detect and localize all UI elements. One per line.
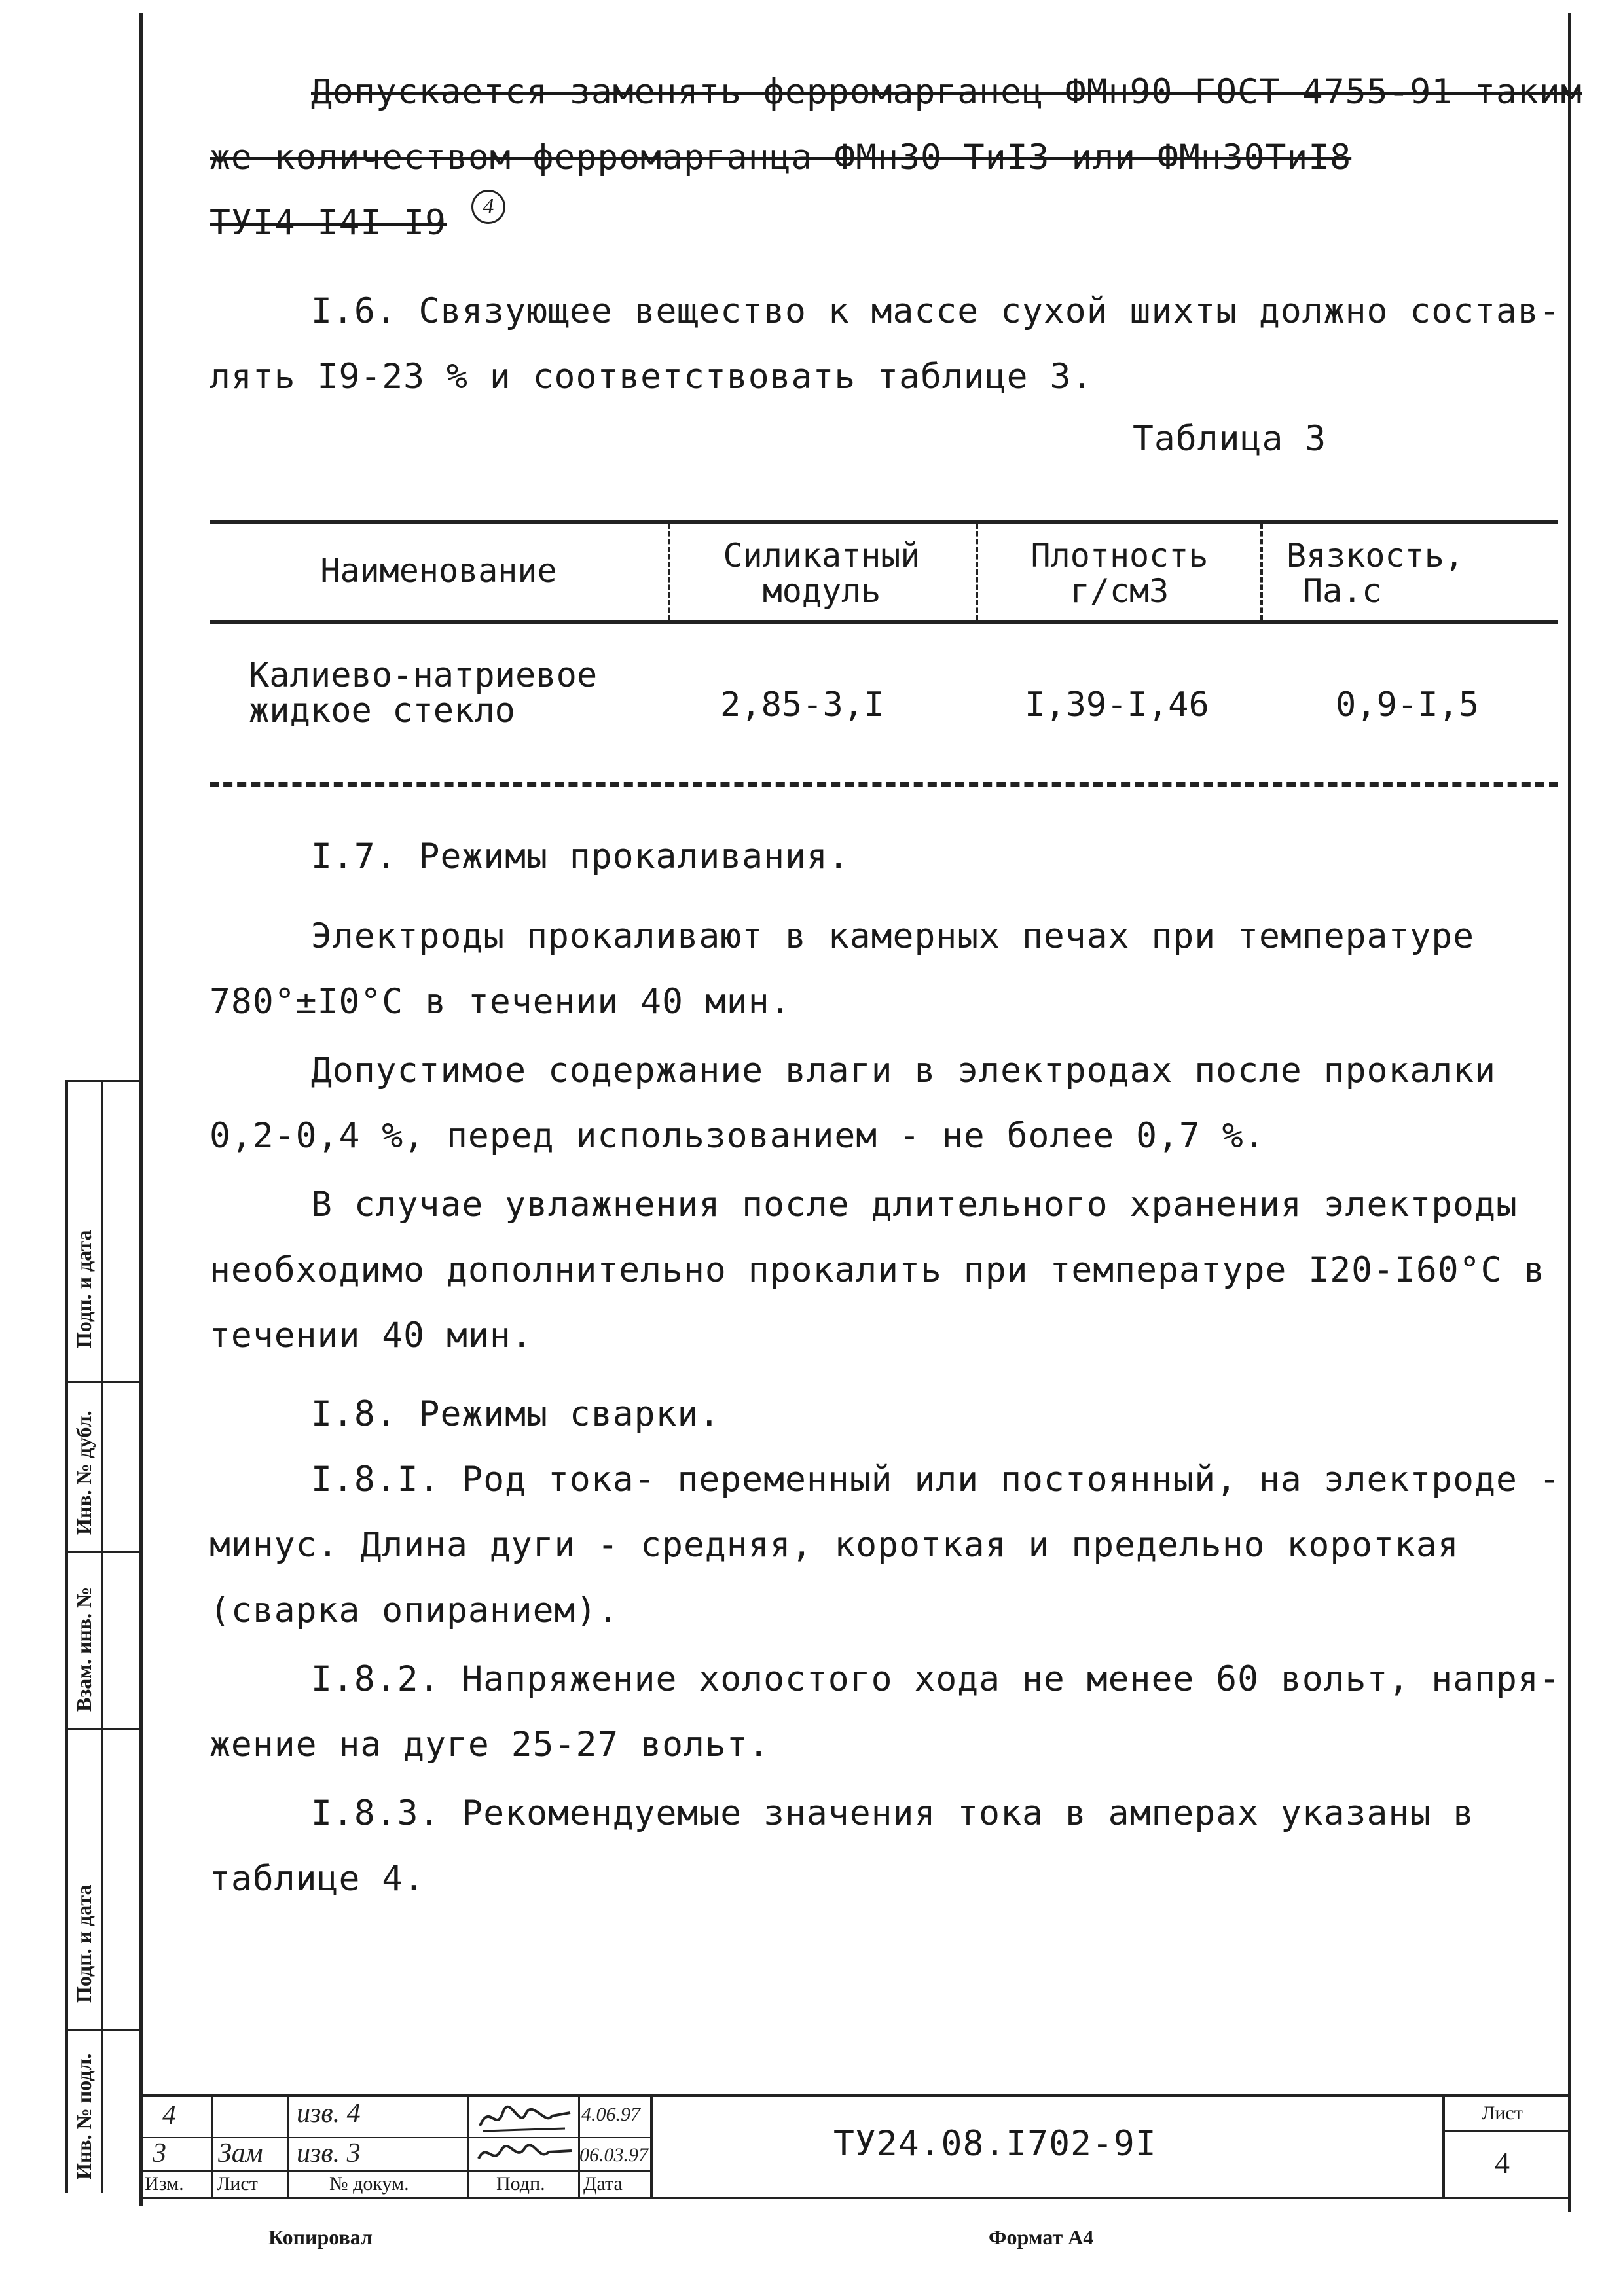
section-1-8-1-line-2: минус. Длина дуги - средняя, короткая и предельно короткая bbox=[210, 1525, 1459, 1565]
rev-row-2-izm: 3 bbox=[153, 2138, 166, 2168]
section-1-8-2-line-2: жение на дуге 25-27 вольт. bbox=[210, 1725, 770, 1765]
right-frame-line bbox=[1568, 13, 1571, 2212]
col-doc-label: № докум. bbox=[329, 2173, 409, 2195]
title-block-col-line bbox=[1442, 2094, 1445, 2199]
revision-mark bbox=[471, 190, 505, 224]
side-label-vzam-inv: Взам. инв. № bbox=[72, 1587, 96, 1712]
section-1-7-p1-line-1: Электроды прокаливают в камерных печах при температуре bbox=[311, 916, 1475, 956]
sheet-box-line bbox=[1442, 2130, 1571, 2132]
revision-mark-number: 4 bbox=[483, 194, 494, 219]
title-block-bottom-line bbox=[139, 2197, 1571, 2199]
document-designation: ТУ24.08.I702-9I bbox=[833, 2124, 1157, 2164]
title-block-col-line bbox=[287, 2094, 289, 2199]
col-izm-label: Изм. bbox=[145, 2173, 184, 2195]
title-block-col-line bbox=[650, 2094, 653, 2199]
table-header-name bbox=[216, 553, 661, 588]
table-3-caption: Таблица 3 bbox=[1133, 419, 1327, 459]
signature-row-2 bbox=[473, 2139, 575, 2168]
section-1-7-p3-line-2: необходимо дополнительно прокалить при температуре I20-I60°С в bbox=[210, 1250, 1546, 1290]
signature-stroke-2 bbox=[479, 2145, 572, 2159]
col-list-label: Лист bbox=[217, 2173, 258, 2195]
title-block-col-line bbox=[211, 2094, 213, 2199]
section-1-6-line-1: I.6. Связующее вещество к массе сухой шихты должно состав- bbox=[311, 291, 1561, 331]
table-top-rule bbox=[210, 520, 1558, 524]
table-col-divider bbox=[976, 524, 978, 620]
sheet-number: 4 bbox=[1495, 2146, 1510, 2179]
left-frame-line bbox=[139, 13, 143, 2206]
title-block bbox=[139, 2094, 1571, 2199]
intro-line-3: ТУI4-I4I-I9 bbox=[210, 203, 447, 243]
section-1-8-1-line-1: I.8.I. Род тока- переменный или постоянный, на электроде - bbox=[311, 1460, 1561, 1499]
table-header-viscosity-line-1: Вязкость, bbox=[1286, 537, 1464, 575]
table-header-name-text: Наименование bbox=[320, 552, 557, 590]
section-1-7-p3-line-3: течении 40 мин. bbox=[210, 1316, 533, 1355]
section-1-8-title: I.8. Режимы сварки. bbox=[311, 1394, 721, 1434]
rev-row-1-izm: 4 bbox=[162, 2100, 176, 2130]
title-block-row-line bbox=[139, 2137, 650, 2138]
signature-stroke-1 bbox=[480, 2107, 570, 2126]
rev-row-2-list: Зам bbox=[218, 2138, 263, 2168]
table-header-modulus-line-2: модуль bbox=[762, 572, 881, 610]
footer-format: Формат А4 bbox=[989, 2225, 1094, 2249]
title-block-col-line bbox=[467, 2094, 469, 2199]
table-header-modulus bbox=[674, 538, 969, 609]
table-header-viscosity bbox=[1267, 538, 1548, 609]
table-bottom-dashed-rule bbox=[210, 782, 1558, 787]
table-header-rule bbox=[210, 620, 1558, 624]
footer-copied: Копировал bbox=[268, 2225, 373, 2249]
intro-line-2: же количеством ферромарганца ФМн30 ТиI3 или ФМн30ТиI8 bbox=[210, 137, 1352, 177]
intro-line-1: Допускается заменять ферромарганец ФМн90 ГОСТ 4755-91 таким bbox=[311, 72, 1582, 112]
signature-row-1 bbox=[473, 2100, 575, 2136]
table-col-divider bbox=[1260, 524, 1263, 620]
section-1-6-line-2: лять I9-23 % и соответствовать таблице 3. bbox=[210, 357, 1093, 397]
table-header-modulus-line-1: Силикатный bbox=[723, 537, 921, 575]
section-1-8-2-line-1: I.8.2. Напряжение холостого хода не менее 60 вольт, напря- bbox=[311, 1659, 1561, 1699]
table-cell-name-line-2: жидкое стекло bbox=[249, 691, 515, 730]
side-column-outer-line bbox=[65, 1080, 68, 2193]
table-header-density bbox=[982, 538, 1257, 609]
table-header-viscosity-line-2: Па.с bbox=[1303, 572, 1382, 610]
table-cell-modulus: 2,85-3,I bbox=[720, 685, 884, 725]
side-label-inv-podl: Инв. № подл. bbox=[72, 2053, 96, 2179]
section-1-7-p2-line-1: Допустимое содержание влаги в электродах после прокалки bbox=[311, 1050, 1496, 1090]
section-1-7-p2-line-2: 0,2-0,4 %, перед использованием - не более 0,7 %. bbox=[210, 1116, 1266, 1156]
title-block-top-line bbox=[139, 2094, 1571, 2097]
col-date-label: Дата bbox=[583, 2173, 623, 2195]
side-column-inner-line bbox=[101, 1080, 103, 2193]
sheet-label: Лист bbox=[1482, 2102, 1523, 2124]
table-col-divider bbox=[668, 524, 670, 620]
table-cell-viscosity: 0,9-I,5 bbox=[1336, 685, 1480, 725]
rev-row-1-doc: изв. 4 bbox=[297, 2098, 361, 2128]
side-label-podp-data-bottom: Подп. и дата bbox=[72, 1884, 96, 2003]
section-1-8-3-line-1: I.8.3. Рекомендуемые значения тока в амперах указаны в bbox=[311, 1793, 1475, 1833]
rev-row-2-date: 06.03.97 bbox=[579, 2144, 648, 2166]
rev-row-1-date: 4.06.97 bbox=[581, 2104, 640, 2125]
section-1-8-3-line-2: таблице 4. bbox=[210, 1859, 426, 1899]
section-1-7-p3-line-1: В случае увлажнения после длительного хранения электроды bbox=[311, 1185, 1518, 1225]
section-1-7-title: I.7. Режимы прокаливания. bbox=[311, 836, 850, 876]
section-1-7-p1-line-2: 780°±I0°С в течении 40 мин. bbox=[210, 982, 792, 1022]
title-block-row-line bbox=[139, 2170, 650, 2172]
side-label-inv-dubl: Инв. № дубл. bbox=[72, 1410, 96, 1535]
table-header-density-line-1: Плотность bbox=[1030, 537, 1209, 575]
signature-underline-1 bbox=[483, 2128, 565, 2131]
table-cell-name-line-1: Калиево-натриевое bbox=[249, 656, 598, 695]
side-label-podp-data-top: Подп. и дата bbox=[72, 1230, 96, 1348]
rev-row-2-doc: изв. 3 bbox=[297, 2138, 361, 2168]
table-cell-density: I,39-I,46 bbox=[1025, 685, 1209, 725]
table-header-density-line-2: г/см3 bbox=[1070, 572, 1169, 610]
col-podp-label: Подп. bbox=[496, 2173, 545, 2195]
section-1-8-1-line-3: (сварка опиранием). bbox=[210, 1590, 619, 1630]
